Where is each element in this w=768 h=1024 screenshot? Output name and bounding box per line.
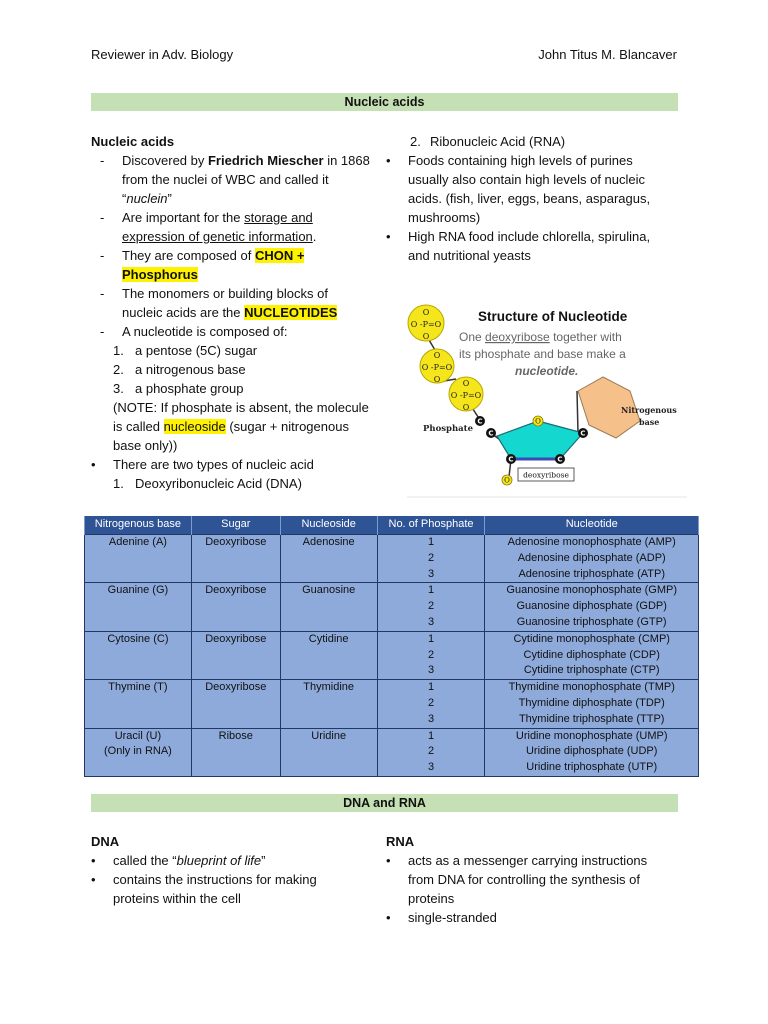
bullet-marker: • — [386, 910, 391, 925]
list-item — [91, 851, 381, 870]
header-left: Reviewer in Adv. Biology — [91, 47, 234, 62]
col-header-sugar: Sugar — [191, 516, 280, 535]
dna-heading: DNA — [91, 834, 120, 849]
number-marker: 2. — [410, 134, 421, 149]
text: called the “ — [113, 853, 177, 868]
dash-marker: - — [100, 324, 105, 339]
text: Discovered by — [122, 153, 208, 168]
list-item — [91, 870, 381, 889]
text-line: proteins — [408, 891, 455, 906]
bullet-marker: • — [91, 853, 96, 868]
table-row — [85, 583, 699, 631]
cell-sugar: Deoxyribose — [191, 680, 280, 728]
phosphate-count: 3 — [427, 615, 435, 628]
text: They are composed of — [122, 248, 255, 263]
numbered-item — [91, 379, 391, 398]
phosphate-count: 1 — [427, 584, 435, 597]
figure-caption-line3: nucleotide. — [515, 364, 579, 378]
text-line — [91, 189, 391, 208]
nucleotide-name: Cytidine diphosphate (CDP) — [523, 648, 660, 661]
nucleotide-name: Thymidine diphosphate (TDP) — [518, 696, 665, 709]
text-line: usually also contain high levels of nucleic — [408, 172, 646, 187]
text: . — [312, 229, 317, 244]
dash-marker: - — [100, 286, 105, 301]
nucleotide-name: Uridine triphosphate (UTP) — [526, 761, 658, 774]
nucleotide-name: Guanosine triphosphate (GTP) — [516, 615, 667, 628]
cell-nucleotide — [485, 728, 699, 776]
cell-phosphate-count — [377, 631, 485, 679]
text: ” — [167, 191, 172, 206]
list-item — [91, 322, 391, 341]
cell-phosphate-count — [377, 583, 485, 631]
cell-base — [85, 728, 192, 776]
figure-caption-line1 — [459, 330, 622, 344]
right-column — [386, 132, 686, 265]
text-line: proteins within the cell — [113, 891, 241, 906]
phosphate-formula: O -P=O — [421, 363, 453, 372]
list-item — [386, 227, 686, 246]
text-line — [91, 303, 391, 322]
note-line — [91, 417, 391, 436]
number-marker: 1. — [113, 476, 124, 491]
list-item — [386, 851, 686, 870]
figure-title: Structure of Nucleotide — [478, 309, 628, 324]
phosphate-count: 3 — [427, 664, 435, 677]
left-heading: Nucleic acids — [91, 134, 175, 149]
nucleotide-name: Cytidine monophosphate (CMP) — [513, 632, 670, 645]
phosphate-count: 3 — [427, 712, 435, 725]
phosphate-o: O — [422, 332, 430, 341]
cell-sugar: Deoxyribose — [191, 535, 280, 583]
text-line — [91, 227, 391, 246]
cell-phosphate-count — [377, 680, 485, 728]
text-line: from DNA for controlling the synthesis of — [408, 872, 640, 887]
text: (sugar + nitrogenous — [225, 419, 349, 434]
text-highlighted: NUCLEOTIDES — [244, 305, 338, 320]
text: in 1868 — [323, 153, 370, 168]
header-right: John Titus M. Blancaver — [538, 47, 677, 62]
cell-sugar: Deoxyribose — [191, 631, 280, 679]
note-line: base only)) — [113, 438, 178, 453]
dash-marker: - — [100, 153, 105, 168]
nucleotide-name: Uridine monophosphate (UMP) — [515, 729, 668, 742]
cell-sugar: Ribose — [191, 728, 280, 776]
cell-nucleoside: Thymidine — [280, 680, 377, 728]
sugar-pentagon — [497, 421, 586, 459]
number-marker: 1. — [113, 343, 124, 358]
text: There are two types of nucleic acid — [113, 457, 314, 472]
cell-phosphate-count — [377, 728, 485, 776]
list-item — [91, 455, 391, 474]
list-item — [386, 151, 686, 170]
text-highlighted: Phosphorus — [122, 267, 198, 282]
nucleotide-name: Guanosine monophosphate (GMP) — [506, 584, 678, 597]
text: contains the instructions for making — [113, 872, 317, 887]
phosphate-formula: O -P=O — [410, 320, 442, 329]
base-text: Adenine (A) — [108, 536, 167, 548]
text: Deoxyribonucleic Acid (DNA) — [135, 476, 302, 491]
rna-heading: RNA — [386, 834, 415, 849]
cell-phosphate-count — [377, 535, 485, 583]
phosphate-label: Phosphate — [423, 424, 473, 434]
list-item — [91, 151, 391, 170]
phosphate-o: O — [462, 379, 470, 388]
carbon-label: C — [580, 429, 586, 438]
bond-line — [429, 340, 435, 350]
cell-nucleoside: Adenosine — [280, 535, 377, 583]
col-header-nucleoside: Nucleoside — [280, 516, 377, 535]
base-note: (Only in RNA) — [104, 745, 172, 758]
table-header-row — [85, 516, 699, 535]
bullet-marker: • — [91, 457, 96, 472]
cell-nucleotide — [485, 535, 699, 583]
nucleotide-table — [84, 516, 699, 777]
cell-nucleotide — [485, 583, 699, 631]
base-text: Guanine (G) — [107, 584, 169, 597]
caption-text-underlined: deoxyribose — [485, 330, 550, 344]
phosphate-count: 3 — [427, 567, 435, 580]
carbon-label: C — [488, 429, 494, 438]
number-marker: 3. — [113, 381, 124, 396]
carbon-label: C — [477, 417, 483, 426]
text: Are important for the — [122, 210, 245, 225]
figure-caption-line2: its phosphate and base make a — [459, 347, 626, 361]
bullet-marker: • — [386, 229, 391, 244]
oxygen-label: O — [504, 476, 510, 485]
phosphate-count: 1 — [427, 632, 435, 645]
rna-column — [386, 832, 686, 927]
oxygen-label: O — [535, 417, 541, 426]
table-row — [85, 631, 699, 679]
text: The monomers or building blocks of — [122, 286, 328, 301]
text: nucleic acids are the — [122, 305, 245, 320]
table-row — [85, 728, 699, 776]
section-band-nucleic-acids: Nucleic acids — [91, 93, 678, 111]
text-underlined: storage and — [244, 210, 313, 225]
nucleotide-name: Thymidine triphosphate (TTP) — [518, 712, 665, 725]
phosphate-count: 3 — [427, 761, 435, 774]
phosphate-o: O — [433, 375, 441, 384]
text: is called — [113, 419, 164, 434]
list-item — [91, 246, 391, 265]
base-text: Cytosine (C) — [107, 632, 169, 645]
cell-nucleotide — [485, 680, 699, 728]
text: Ribonucleic Acid (RNA) — [430, 134, 566, 149]
base-text: Uracil (U) — [114, 729, 162, 742]
nucleotide-name: Uridine diphosphate (UDP) — [525, 745, 658, 758]
text-line: from the nuclei of WBC and called it — [122, 172, 329, 187]
phosphate-o: O — [462, 403, 470, 412]
col-header-nucleotide: Nucleotide — [485, 516, 699, 535]
cell-sugar: Deoxyribose — [191, 583, 280, 631]
text: acts as a messenger carrying instructions — [408, 853, 648, 868]
base-label-line1: Nitrogenous — [621, 405, 677, 415]
text: ” — [261, 853, 266, 868]
text: a phosphate group — [135, 381, 244, 396]
cell-base — [85, 680, 192, 728]
numbered-item — [91, 474, 391, 493]
phosphate-formula: O -P=O — [450, 391, 482, 400]
caption-text: One — [459, 330, 486, 344]
text: a pentose (5C) sugar — [135, 343, 258, 358]
phosphate-o: O — [422, 308, 430, 317]
text-highlighted: nucleoside — [163, 419, 226, 434]
phosphate-count: 1 — [427, 729, 435, 742]
col-header-base: Nitrogenous base — [85, 516, 192, 535]
cell-nucleotide — [485, 631, 699, 679]
section-band-dna-rna: DNA and RNA — [91, 794, 678, 812]
dna-column — [91, 832, 381, 908]
numbered-item — [386, 132, 686, 151]
table-row — [85, 535, 699, 583]
text-bold: Friedrich Miescher — [207, 153, 324, 168]
text-highlighted: CHON + — [254, 248, 305, 263]
base-text: Thymine (T) — [108, 681, 168, 694]
phosphate-count: 2 — [427, 551, 435, 564]
bullet-marker: • — [91, 872, 96, 887]
nucleotide-name: Adenosine triphosphate (ATP) — [518, 567, 665, 580]
cell-nucleoside: Uridine — [280, 728, 377, 776]
left-column — [91, 132, 391, 493]
nucleotide-name: Adenosine monophosphate (AMP) — [507, 536, 676, 548]
table-row — [85, 680, 699, 728]
bond-line — [577, 391, 578, 433]
phosphate-count: 1 — [427, 536, 435, 548]
text: High RNA food include chlorella, spirulina, — [408, 229, 651, 244]
nucleotide-name: Guanosine diphosphate (GDP) — [516, 600, 667, 613]
number-marker: 2. — [113, 362, 124, 377]
bullet-marker: • — [386, 153, 391, 168]
nucleotide-name: Cytidine triphosphate (CTP) — [523, 664, 660, 677]
list-item — [91, 284, 391, 303]
nucleotide-name: Adenosine diphosphate (ADP) — [517, 551, 666, 564]
phosphate-count: 2 — [427, 648, 435, 661]
text-italic: nuclein — [126, 191, 168, 206]
phosphate-count: 2 — [427, 600, 435, 613]
base-label-line2: base — [639, 417, 660, 427]
sugar-label: deoxyribose — [523, 470, 569, 480]
text: “ — [122, 191, 127, 206]
text: A nucleotide is composed of: — [122, 324, 288, 339]
bullet-marker: • — [386, 853, 391, 868]
text-line: acids. (fish, liver, eggs, beans, asparagus, — [408, 191, 651, 206]
phosphate-count: 1 — [427, 681, 435, 694]
phosphate-count: 2 — [427, 745, 435, 758]
text-line — [91, 265, 391, 284]
dash-marker: - — [100, 210, 105, 225]
nucleotide-name: Thymidine monophosphate (TMP) — [508, 681, 675, 694]
phosphate-o: O — [433, 351, 441, 360]
cell-nucleoside: Cytidine — [280, 631, 377, 679]
numbered-item — [91, 341, 391, 360]
list-item — [386, 908, 686, 927]
list-item — [91, 208, 391, 227]
note-line: (NOTE: If phosphate is absent, the molecule — [113, 400, 369, 415]
text-italic: blueprint of life — [176, 853, 262, 868]
text: single-stranded — [408, 910, 497, 925]
dash-marker: - — [100, 248, 105, 263]
nucleotide-structure-figure — [407, 293, 687, 498]
cell-base — [85, 583, 192, 631]
col-header-phosphate: No. of Phosphate — [377, 516, 485, 535]
text-underlined: expression of genetic information — [122, 229, 313, 244]
text-line: and nutritional yeasts — [408, 248, 531, 263]
text: Foods containing high levels of purines — [408, 153, 633, 168]
carbon-label: C — [557, 455, 563, 464]
cell-nucleoside: Guanosine — [280, 583, 377, 631]
text: a nitrogenous base — [135, 362, 246, 377]
text-line: mushrooms) — [408, 210, 481, 225]
cell-base — [85, 631, 192, 679]
nucleotide-diagram — [407, 293, 687, 498]
cell-base — [85, 535, 192, 583]
numbered-item — [91, 360, 391, 379]
caption-text: together with — [549, 330, 622, 344]
carbon-label: C — [508, 455, 514, 464]
phosphate-count: 2 — [427, 696, 435, 709]
